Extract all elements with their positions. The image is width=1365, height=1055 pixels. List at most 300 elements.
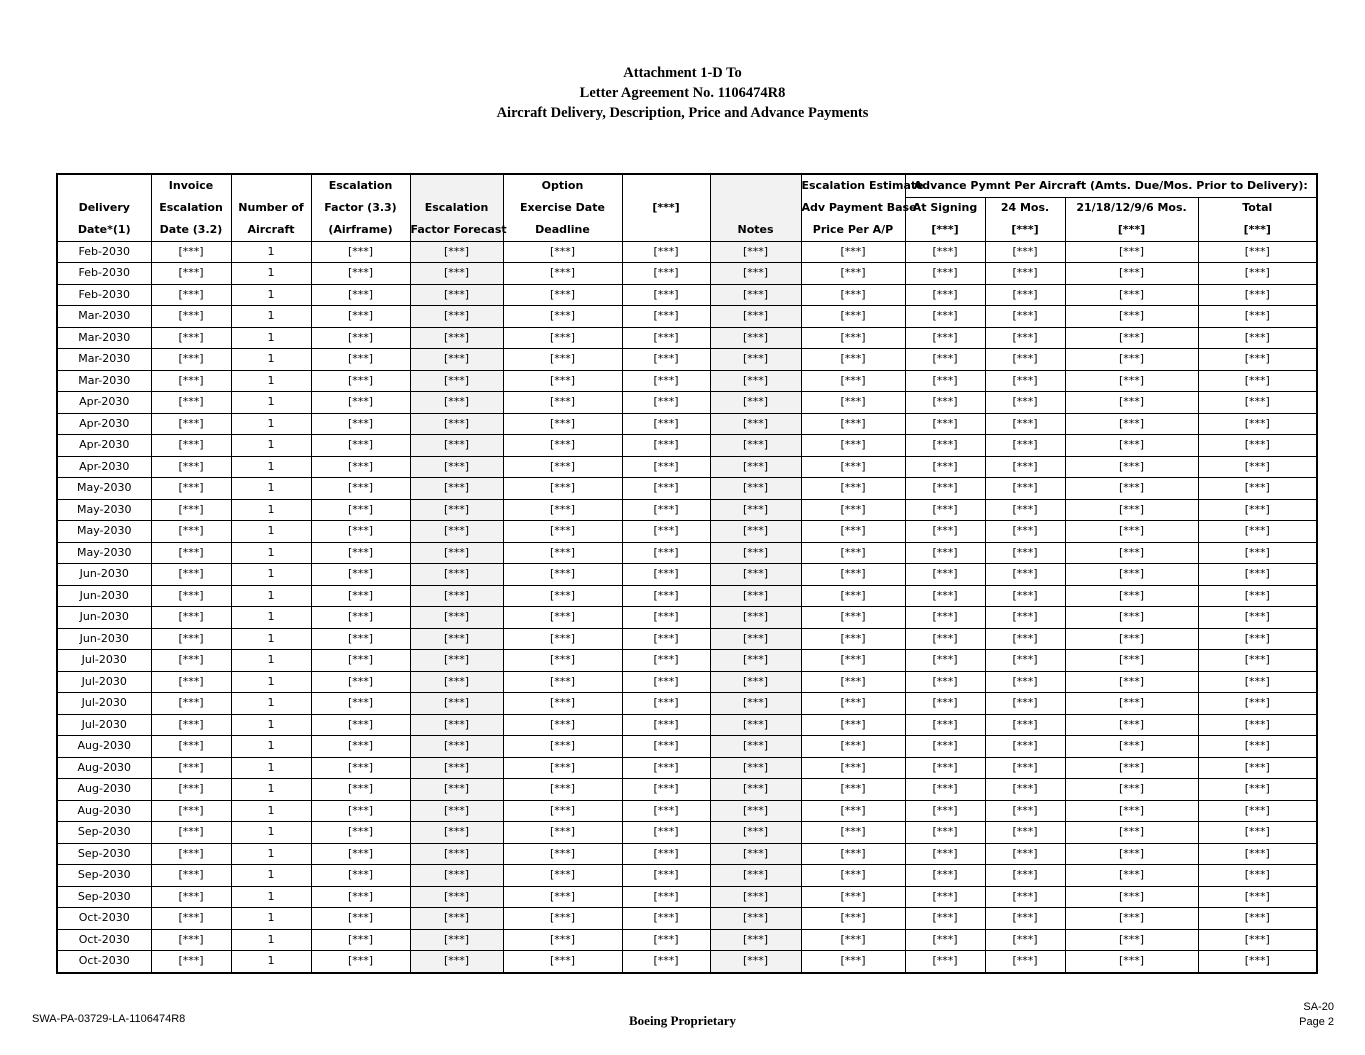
table-cell: [***] <box>1198 392 1317 414</box>
table-cell: [***] <box>801 714 905 736</box>
table-cell: [***] <box>410 757 503 779</box>
table-cell: [***] <box>410 714 503 736</box>
table-cell: Apr-2030 <box>57 413 151 435</box>
table-cell: [***] <box>503 241 622 263</box>
table-cell: [***] <box>1065 757 1198 779</box>
table-cell: [***] <box>503 370 622 392</box>
table-cell: [***] <box>151 521 231 543</box>
table-cell: [***] <box>622 628 710 650</box>
table-cell: Feb-2030 <box>57 241 151 263</box>
table-cell: 1 <box>231 564 311 586</box>
table-cell: [***] <box>1065 886 1198 908</box>
table-cell: 1 <box>231 865 311 887</box>
table-row <box>57 908 1317 930</box>
table-cell: [***] <box>503 650 622 672</box>
table-row <box>57 241 1317 263</box>
table-cell: [***] <box>1065 413 1198 435</box>
table-cell: [***] <box>151 843 231 865</box>
table-row <box>57 650 1317 672</box>
table-cell: [***] <box>1198 263 1317 285</box>
table-cell: Sep-2030 <box>57 886 151 908</box>
table-cell: [***] <box>151 779 231 801</box>
table-cell: [***] <box>1198 585 1317 607</box>
table-cell: [***] <box>151 499 231 521</box>
table-cell: [***] <box>985 865 1065 887</box>
table-cell: [***] <box>801 542 905 564</box>
table-cell: [***] <box>622 413 710 435</box>
table-cell: Jun-2030 <box>57 628 151 650</box>
table-cell: [***] <box>410 865 503 887</box>
table-cell: Mar-2030 <box>57 327 151 349</box>
table-cell: [***] <box>151 671 231 693</box>
table-cell: [***] <box>710 435 801 457</box>
table-cell: [***] <box>503 306 622 328</box>
table-cell: May-2030 <box>57 521 151 543</box>
table-cell: [***] <box>1065 241 1198 263</box>
table-cell: [***] <box>503 435 622 457</box>
table-cell: [***] <box>905 671 985 693</box>
table-cell: [***] <box>410 822 503 844</box>
table-cell: [***] <box>410 843 503 865</box>
table-cell: [***] <box>151 714 231 736</box>
table-cell: [***] <box>503 951 622 973</box>
table-cell: [***] <box>622 542 710 564</box>
table-cell: [***] <box>905 327 985 349</box>
table-cell: [***] <box>905 263 985 285</box>
table-cell: [***] <box>410 650 503 672</box>
table-cell: [***] <box>985 349 1065 371</box>
table-cell: [***] <box>151 822 231 844</box>
table-cell: [***] <box>1198 564 1317 586</box>
header-cell: 21/18/12/9/6 Mos. <box>1065 197 1198 219</box>
table-cell: [***] <box>151 908 231 930</box>
table-cell: [***] <box>1065 306 1198 328</box>
table-cell: [***] <box>503 521 622 543</box>
table-cell: [***] <box>622 929 710 951</box>
table-cell: [***] <box>503 607 622 629</box>
table-cell: [***] <box>905 822 985 844</box>
table-cell: [***] <box>503 284 622 306</box>
table-cell: [***] <box>710 607 801 629</box>
header-cell: [***] <box>1065 219 1198 241</box>
table-cell: 1 <box>231 585 311 607</box>
table-cell: [***] <box>503 693 622 715</box>
table-row <box>57 628 1317 650</box>
header-cell <box>231 174 311 197</box>
table-cell: [***] <box>985 607 1065 629</box>
table-cell: [***] <box>622 263 710 285</box>
table-cell: [***] <box>622 327 710 349</box>
header-row-3 <box>57 219 1317 241</box>
table-cell: 1 <box>231 542 311 564</box>
table-cell: [***] <box>1198 521 1317 543</box>
table-cell: [***] <box>985 456 1065 478</box>
title-line-1: Attachment 1-D To <box>623 65 742 81</box>
page-number: Page 2 <box>1299 1016 1334 1028</box>
table-cell: [***] <box>311 736 410 758</box>
table-cell: [***] <box>622 822 710 844</box>
table-cell: [***] <box>622 306 710 328</box>
table-cell: [***] <box>410 800 503 822</box>
table-cell: [***] <box>410 456 503 478</box>
table-cell: Jun-2030 <box>57 607 151 629</box>
header-cell: [***] <box>905 219 985 241</box>
table-row <box>57 800 1317 822</box>
table-cell: [***] <box>1198 865 1317 887</box>
table-cell: [***] <box>410 306 503 328</box>
table-cell: [***] <box>503 456 622 478</box>
table-cell: [***] <box>985 413 1065 435</box>
table-cell: [***] <box>311 521 410 543</box>
table-cell: [***] <box>622 392 710 414</box>
table-cell: [***] <box>985 263 1065 285</box>
table-row <box>57 542 1317 564</box>
table-cell: [***] <box>622 435 710 457</box>
header-cell: Date (3.2) <box>151 219 231 241</box>
table-cell: [***] <box>1065 392 1198 414</box>
table-cell: [***] <box>1198 736 1317 758</box>
table-cell: [***] <box>151 392 231 414</box>
header-cell: Deadline <box>503 219 622 241</box>
table-cell: [***] <box>1065 607 1198 629</box>
table-cell: [***] <box>311 929 410 951</box>
table-cell: [***] <box>905 951 985 973</box>
table-cell: [***] <box>1198 693 1317 715</box>
header-cell: Total <box>1198 197 1317 219</box>
table-row <box>57 499 1317 521</box>
document-title <box>0 63 1365 123</box>
table-cell: 1 <box>231 736 311 758</box>
table-row <box>57 693 1317 715</box>
table-cell: [***] <box>801 263 905 285</box>
table-cell: [***] <box>151 865 231 887</box>
table-row <box>57 327 1317 349</box>
table-cell: [***] <box>985 800 1065 822</box>
table-cell: [***] <box>710 671 801 693</box>
table-cell: [***] <box>151 327 231 349</box>
table-cell: [***] <box>801 241 905 263</box>
table-cell: Feb-2030 <box>57 284 151 306</box>
table-cell: [***] <box>985 693 1065 715</box>
table-cell: [***] <box>801 843 905 865</box>
table-cell: [***] <box>151 886 231 908</box>
table-cell: [***] <box>622 908 710 930</box>
table-row <box>57 779 1317 801</box>
table-cell: 1 <box>231 306 311 328</box>
table-cell: [***] <box>622 241 710 263</box>
table-cell: [***] <box>801 908 905 930</box>
table-cell: [***] <box>905 628 985 650</box>
table-cell: Aug-2030 <box>57 779 151 801</box>
table-cell: [***] <box>410 327 503 349</box>
table-cell: 1 <box>231 779 311 801</box>
table-cell: [***] <box>905 607 985 629</box>
table-cell: [***] <box>905 800 985 822</box>
header-cell: [***] <box>1198 219 1317 241</box>
table-cell: [***] <box>410 951 503 973</box>
table-cell: [***] <box>985 628 1065 650</box>
table-row <box>57 585 1317 607</box>
table-cell: [***] <box>1065 908 1198 930</box>
table-cell: [***] <box>410 585 503 607</box>
table-cell: [***] <box>1065 521 1198 543</box>
table-cell: [***] <box>410 542 503 564</box>
table-cell: [***] <box>503 349 622 371</box>
table-cell: [***] <box>1065 327 1198 349</box>
table-cell: [***] <box>905 499 985 521</box>
table-cell: [***] <box>1065 693 1198 715</box>
table-cell: [***] <box>410 284 503 306</box>
table-cell: [***] <box>622 585 710 607</box>
header-cell: Notes <box>710 219 801 241</box>
table-cell: [***] <box>1198 456 1317 478</box>
table-cell: [***] <box>985 843 1065 865</box>
table-cell: [***] <box>151 757 231 779</box>
table-cell: [***] <box>710 628 801 650</box>
table-cell: Apr-2030 <box>57 456 151 478</box>
table-cell: [***] <box>503 929 622 951</box>
table-cell: [***] <box>151 370 231 392</box>
table-cell: Oct-2030 <box>57 908 151 930</box>
table-cell: [***] <box>410 607 503 629</box>
table-cell: 1 <box>231 349 311 371</box>
table-cell: [***] <box>151 435 231 457</box>
table-cell: [***] <box>985 822 1065 844</box>
table-cell: [***] <box>311 693 410 715</box>
table-cell: [***] <box>985 284 1065 306</box>
table-cell: [***] <box>1198 499 1317 521</box>
table-cell: [***] <box>905 843 985 865</box>
table-row <box>57 306 1317 328</box>
header-row-1 <box>57 174 1317 197</box>
table-cell: [***] <box>905 521 985 543</box>
table-cell: [***] <box>905 241 985 263</box>
table-row <box>57 370 1317 392</box>
table-cell: [***] <box>503 263 622 285</box>
table-cell: [***] <box>710 370 801 392</box>
table-cell: [***] <box>985 564 1065 586</box>
table-cell: [***] <box>503 564 622 586</box>
table-cell: [***] <box>1065 822 1198 844</box>
table-cell: [***] <box>311 349 410 371</box>
delivery-table <box>56 173 1318 974</box>
table-cell: [***] <box>622 521 710 543</box>
table-cell: [***] <box>1198 671 1317 693</box>
table-cell: Jul-2030 <box>57 714 151 736</box>
table-cell: [***] <box>710 263 801 285</box>
table-cell: [***] <box>151 564 231 586</box>
table-cell: [***] <box>801 370 905 392</box>
table-cell: [***] <box>503 757 622 779</box>
table-cell: Sep-2030 <box>57 843 151 865</box>
table-cell: [***] <box>311 263 410 285</box>
table-cell: [***] <box>311 757 410 779</box>
table-cell: [***] <box>622 757 710 779</box>
table-cell: 1 <box>231 757 311 779</box>
table-cell: [***] <box>1065 478 1198 500</box>
table-cell: [***] <box>1198 822 1317 844</box>
table-cell: [***] <box>311 951 410 973</box>
table-cell: [***] <box>905 542 985 564</box>
table-cell: [***] <box>622 456 710 478</box>
table-cell: [***] <box>905 456 985 478</box>
table-cell: [***] <box>410 908 503 930</box>
table-cell: [***] <box>503 478 622 500</box>
table-cell: [***] <box>905 478 985 500</box>
table-cell: [***] <box>985 650 1065 672</box>
table-cell: Sep-2030 <box>57 822 151 844</box>
header-cell: Escalation <box>410 197 503 219</box>
table-row <box>57 714 1317 736</box>
table-cell: [***] <box>1065 843 1198 865</box>
table-cell: Feb-2030 <box>57 263 151 285</box>
table-cell: [***] <box>905 564 985 586</box>
header-cell: Number of <box>231 197 311 219</box>
table-cell: [***] <box>985 908 1065 930</box>
table-cell: [***] <box>311 671 410 693</box>
table-cell: [***] <box>801 327 905 349</box>
table-cell: [***] <box>801 564 905 586</box>
table-cell: [***] <box>503 628 622 650</box>
table-cell: [***] <box>151 241 231 263</box>
table-cell: [***] <box>311 392 410 414</box>
table-row <box>57 671 1317 693</box>
header-cell: Price Per A/P <box>801 219 905 241</box>
table-row <box>57 478 1317 500</box>
header-cell: (Airframe) <box>311 219 410 241</box>
table-cell: [***] <box>905 585 985 607</box>
table-cell: Mar-2030 <box>57 349 151 371</box>
table-cell: [***] <box>801 435 905 457</box>
table-cell: [***] <box>410 564 503 586</box>
table-cell: [***] <box>1065 370 1198 392</box>
table-cell: Aug-2030 <box>57 800 151 822</box>
table-cell: [***] <box>710 929 801 951</box>
table-cell: May-2030 <box>57 542 151 564</box>
table-cell: [***] <box>710 456 801 478</box>
table-cell: [***] <box>410 671 503 693</box>
table-cell: [***] <box>503 327 622 349</box>
table-cell: [***] <box>710 886 801 908</box>
table-cell: 1 <box>231 822 311 844</box>
table-cell: [***] <box>985 671 1065 693</box>
table-cell: [***] <box>622 951 710 973</box>
header-cell <box>710 197 801 219</box>
header-cell <box>710 174 801 197</box>
table-cell: 1 <box>231 392 311 414</box>
table-cell: [***] <box>801 585 905 607</box>
table-cell: [***] <box>801 499 905 521</box>
table-cell: [***] <box>801 392 905 414</box>
header-cell: Date*(1) <box>57 219 151 241</box>
table-cell: [***] <box>801 349 905 371</box>
table-row <box>57 413 1317 435</box>
table-cell: [***] <box>410 413 503 435</box>
table-cell: [***] <box>311 499 410 521</box>
table-cell: 1 <box>231 886 311 908</box>
header-cell: Exercise Date <box>503 197 622 219</box>
table-cell: 1 <box>231 521 311 543</box>
table-cell: [***] <box>622 693 710 715</box>
header-cell: Aircraft <box>231 219 311 241</box>
table-cell: [***] <box>801 521 905 543</box>
table-cell: [***] <box>801 607 905 629</box>
table-cell: [***] <box>710 650 801 672</box>
table-cell: [***] <box>311 542 410 564</box>
table-cell: [***] <box>503 714 622 736</box>
header-cell: Escalation Estimate <box>801 174 905 197</box>
proprietary-notice: Boeing Proprietary <box>629 1013 736 1028</box>
table-cell: [***] <box>151 951 231 973</box>
table-cell: [***] <box>801 929 905 951</box>
header-cell: Factor Forecast <box>410 219 503 241</box>
table-cell: [***] <box>1065 929 1198 951</box>
table-cell: [***] <box>801 306 905 328</box>
table-cell: [***] <box>622 499 710 521</box>
table-cell: [***] <box>503 886 622 908</box>
table-cell: Aug-2030 <box>57 757 151 779</box>
table-cell: [***] <box>622 671 710 693</box>
table-cell: [***] <box>801 413 905 435</box>
table-cell: [***] <box>503 392 622 414</box>
table-cell: [***] <box>151 607 231 629</box>
table-cell: [***] <box>311 607 410 629</box>
table-cell: [***] <box>622 736 710 758</box>
table-cell: [***] <box>801 800 905 822</box>
table-cell: Mar-2030 <box>57 370 151 392</box>
table-cell: [***] <box>311 284 410 306</box>
table-cell: [***] <box>710 951 801 973</box>
table-cell: [***] <box>622 650 710 672</box>
table-cell: [***] <box>410 736 503 758</box>
table-cell: [***] <box>710 521 801 543</box>
table-cell: [***] <box>410 392 503 414</box>
table-cell: [***] <box>1198 413 1317 435</box>
table-row <box>57 392 1317 414</box>
table-cell: [***] <box>410 241 503 263</box>
table-row <box>57 263 1317 285</box>
header-cell: Adv Payment Base <box>801 197 905 219</box>
table-cell: [***] <box>1198 349 1317 371</box>
table-cell: [***] <box>710 241 801 263</box>
table-cell: [***] <box>503 736 622 758</box>
table-cell: [***] <box>710 564 801 586</box>
table-cell: [***] <box>311 413 410 435</box>
table-cell: [***] <box>710 478 801 500</box>
table-cell: [***] <box>801 284 905 306</box>
header-cell: [***] <box>622 197 710 219</box>
table-cell: [***] <box>1065 779 1198 801</box>
table-cell: [***] <box>503 843 622 865</box>
table-cell: [***] <box>311 908 410 930</box>
table-cell: May-2030 <box>57 499 151 521</box>
table-cell: [***] <box>410 499 503 521</box>
table-row <box>57 607 1317 629</box>
table-cell: [***] <box>151 263 231 285</box>
table-cell: [***] <box>905 306 985 328</box>
table-cell: [***] <box>410 370 503 392</box>
table-cell: [***] <box>1198 284 1317 306</box>
header-cell <box>622 219 710 241</box>
table-cell: [***] <box>1198 886 1317 908</box>
table-cell: [***] <box>1065 951 1198 973</box>
table-cell: [***] <box>985 327 1065 349</box>
table-cell: [***] <box>622 779 710 801</box>
table-cell: [***] <box>151 284 231 306</box>
table-cell: [***] <box>710 306 801 328</box>
table-cell: [***] <box>710 822 801 844</box>
table-body <box>57 241 1317 973</box>
